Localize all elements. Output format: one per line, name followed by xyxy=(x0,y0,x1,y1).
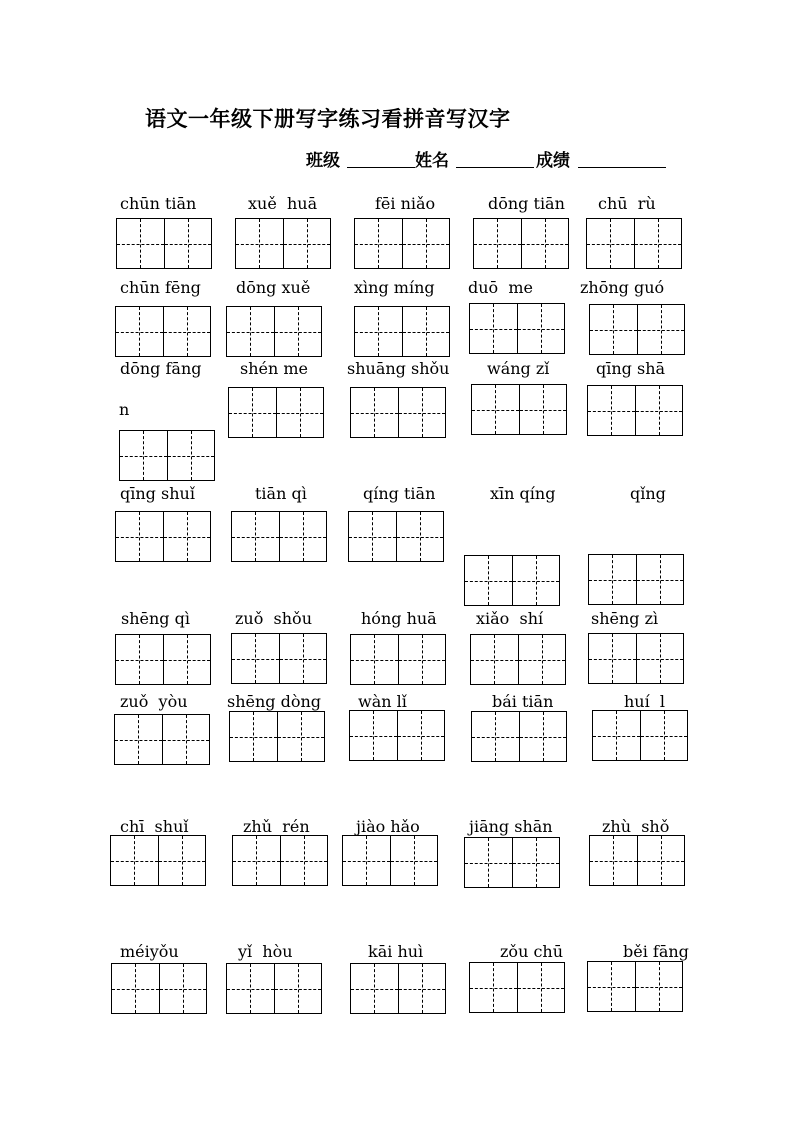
vertical-guide-line xyxy=(138,715,139,764)
tianzige-writing-grid xyxy=(464,837,560,888)
vertical-guide-line xyxy=(298,307,299,356)
pinyin-prompt: chī shuǐ xyxy=(120,817,189,836)
writing-cell[interactable] xyxy=(276,388,324,437)
vertical-guide-line xyxy=(488,556,489,605)
tianzige-writing-grid xyxy=(229,711,325,762)
pinyin-prompt: qíng tiān xyxy=(363,484,436,503)
vertical-guide-line xyxy=(134,836,135,885)
writing-cell[interactable] xyxy=(283,219,331,268)
writing-cell[interactable] xyxy=(518,635,566,684)
score-blank[interactable] xyxy=(578,167,666,168)
vertical-guide-line xyxy=(298,964,299,1013)
tianzige-writing-grid xyxy=(226,963,322,1014)
writing-cell[interactable] xyxy=(230,712,277,761)
vertical-guide-line xyxy=(541,304,542,353)
vertical-guide-line xyxy=(493,304,494,353)
pinyin-prompt: chū rù xyxy=(598,194,656,213)
writing-cell[interactable] xyxy=(589,555,636,604)
vertical-guide-line xyxy=(143,431,144,480)
vertical-guide-line xyxy=(187,635,188,684)
writing-cell[interactable] xyxy=(472,712,519,761)
writing-cell[interactable] xyxy=(164,219,212,268)
tianzige-writing-grid xyxy=(589,304,685,355)
vertical-guide-line xyxy=(495,385,496,434)
vertical-guide-line xyxy=(542,635,543,684)
pinyin-prompt: kāi huì xyxy=(368,942,424,961)
writing-cell[interactable] xyxy=(636,634,684,683)
pinyin-prompt: fēi niǎo xyxy=(375,194,436,213)
vertical-guide-line xyxy=(422,388,423,437)
vertical-guide-line xyxy=(301,712,302,761)
writing-cell[interactable] xyxy=(227,964,274,1013)
writing-cell[interactable] xyxy=(470,304,517,353)
tianzige-writing-grid xyxy=(464,555,560,606)
tianzige-writing-grid xyxy=(354,306,450,357)
vertical-guide-line xyxy=(253,712,254,761)
writing-cell[interactable] xyxy=(163,307,211,356)
writing-cell[interactable] xyxy=(635,386,683,435)
writing-cell[interactable] xyxy=(274,964,322,1013)
tianzige-writing-grid xyxy=(469,962,565,1013)
vertical-guide-line xyxy=(488,838,489,887)
writing-cell[interactable] xyxy=(277,712,325,761)
tianzige-writing-grid xyxy=(114,714,210,765)
writing-cell[interactable] xyxy=(167,431,215,480)
tianzige-writing-grid xyxy=(119,430,215,481)
tianzige-writing-grid xyxy=(349,710,445,761)
pinyin-prompt: yǐ hòu xyxy=(238,942,293,961)
name-blank[interactable] xyxy=(456,167,534,168)
pinyin-prompt: xìng míng xyxy=(354,278,435,297)
writing-cell[interactable] xyxy=(402,307,450,356)
writing-cell[interactable] xyxy=(117,219,164,268)
writing-cell[interactable] xyxy=(116,635,163,684)
tianzige-writing-grid xyxy=(469,303,565,354)
writing-cell[interactable] xyxy=(470,963,517,1012)
pinyin-prompt: qǐng xyxy=(630,484,666,503)
writing-cell[interactable] xyxy=(637,836,685,885)
writing-cell[interactable] xyxy=(163,512,211,561)
name-label: 姓名 xyxy=(415,151,449,171)
vertical-guide-line xyxy=(422,635,423,684)
writing-cell[interactable] xyxy=(587,219,634,268)
writing-cell[interactable] xyxy=(236,219,283,268)
vertical-guide-line xyxy=(374,388,375,437)
writing-cell[interactable] xyxy=(517,963,565,1012)
pinyin-prompt: xīn qíng xyxy=(490,484,556,503)
vertical-guide-line xyxy=(422,964,423,1013)
pinyin-prompt: shēng dòng xyxy=(227,692,322,711)
tianzige-writing-grid xyxy=(350,387,446,438)
pinyin-prompt: zuǒ shǒu xyxy=(235,609,312,628)
pinyin-prompt: shuāng shǒu xyxy=(347,359,450,378)
writing-cell[interactable] xyxy=(512,556,560,605)
tianzige-writing-grid xyxy=(587,961,683,1012)
tianzige-writing-grid xyxy=(592,710,688,761)
writing-cell[interactable] xyxy=(635,962,683,1011)
writing-cell[interactable] xyxy=(343,836,390,885)
tianzige-writing-grid xyxy=(348,511,444,562)
writing-cell[interactable] xyxy=(351,388,398,437)
vertical-guide-line xyxy=(658,219,659,268)
tianzige-writing-grid xyxy=(586,218,682,269)
tianzige-writing-grid xyxy=(473,218,569,269)
vertical-guide-line xyxy=(616,711,617,760)
vertical-guide-line xyxy=(303,512,304,561)
writing-cell[interactable] xyxy=(589,634,636,683)
pinyin-prompt: shén me xyxy=(240,359,309,378)
pinyin-prompt: shēng qì xyxy=(121,609,190,628)
vertical-guide-line xyxy=(256,836,257,885)
tianzige-writing-grid xyxy=(354,218,450,269)
vertical-guide-line xyxy=(494,635,495,684)
vertical-guide-line xyxy=(140,219,141,268)
pinyin-prompt: zhǔ rén xyxy=(243,817,310,836)
writing-cell[interactable] xyxy=(396,512,444,561)
pinyin-prompt: chūn fēng xyxy=(120,278,201,297)
pinyin-prompt: qīng shuǐ xyxy=(120,484,195,503)
score-label: 成绩 xyxy=(536,151,570,171)
pinyin-prompt: běi fāng xyxy=(623,942,689,961)
tianzige-writing-grid xyxy=(115,306,211,357)
tianzige-writing-grid xyxy=(587,385,683,436)
vertical-guide-line xyxy=(611,386,612,435)
writing-cell[interactable] xyxy=(588,962,635,1011)
writing-cell[interactable] xyxy=(159,964,207,1013)
writing-cell[interactable] xyxy=(637,305,685,354)
writing-cell[interactable] xyxy=(402,219,450,268)
writing-cell[interactable] xyxy=(227,307,274,356)
vertical-guide-line xyxy=(139,307,140,356)
writing-cell[interactable] xyxy=(590,305,637,354)
vertical-guide-line xyxy=(252,388,253,437)
vertical-guide-line xyxy=(187,307,188,356)
tianzige-writing-grid xyxy=(228,387,324,438)
tianzige-writing-grid xyxy=(471,384,567,435)
vertical-guide-line xyxy=(661,305,662,354)
vertical-guide-line xyxy=(188,219,189,268)
writing-cell[interactable] xyxy=(351,964,398,1013)
vertical-guide-line xyxy=(187,512,188,561)
vertical-guide-line xyxy=(250,964,251,1013)
writing-cell[interactable] xyxy=(351,635,398,684)
tianzige-writing-grid xyxy=(111,963,207,1014)
writing-cell[interactable] xyxy=(279,634,327,683)
writing-cell[interactable] xyxy=(397,711,445,760)
writing-cell[interactable] xyxy=(115,715,162,764)
vertical-guide-line xyxy=(426,219,427,268)
tianzige-writing-grid xyxy=(589,835,685,886)
writing-cell[interactable] xyxy=(517,304,565,353)
writing-cell[interactable] xyxy=(116,307,163,356)
pinyin-prompt: xuě huā xyxy=(248,194,318,213)
writing-cell[interactable] xyxy=(474,219,521,268)
writing-cell[interactable] xyxy=(519,712,567,761)
writing-cell[interactable] xyxy=(279,512,327,561)
tianzige-writing-grid xyxy=(116,218,212,269)
writing-cell[interactable] xyxy=(465,838,512,887)
pinyin-prompt: shēng zì xyxy=(591,609,659,628)
tianzige-writing-grid xyxy=(115,511,211,562)
tianzige-writing-grid xyxy=(588,554,684,605)
vertical-guide-line xyxy=(373,711,374,760)
writing-cell[interactable] xyxy=(355,307,402,356)
vertical-guide-line xyxy=(255,512,256,561)
vertical-guide-line xyxy=(378,307,379,356)
writing-cell[interactable] xyxy=(398,388,446,437)
tianzige-writing-grid xyxy=(350,634,446,685)
vertical-guide-line xyxy=(495,712,496,761)
vertical-guide-line xyxy=(135,964,136,1013)
writing-cell[interactable] xyxy=(229,388,276,437)
vertical-guide-line xyxy=(661,836,662,885)
vertical-guide-line xyxy=(250,307,251,356)
vertical-guide-line xyxy=(613,305,614,354)
pinyin-prompt: qīng shā xyxy=(596,359,666,378)
writing-cell[interactable] xyxy=(120,431,167,480)
writing-cell[interactable] xyxy=(116,512,163,561)
vertical-guide-line xyxy=(378,219,379,268)
pinyin-prompt: dōng xuě xyxy=(236,278,311,297)
pinyin-prompt: chūn tiān xyxy=(120,194,197,213)
pinyin-prompt: hóng huā xyxy=(361,609,437,628)
writing-cell[interactable] xyxy=(274,307,322,356)
vertical-guide-line xyxy=(421,711,422,760)
tianzige-writing-grid xyxy=(342,835,438,886)
vertical-guide-line xyxy=(255,634,256,683)
tianzige-writing-grid xyxy=(115,634,211,685)
vertical-guide-line xyxy=(191,431,192,480)
tianzige-writing-grid xyxy=(110,835,206,886)
writing-cell[interactable] xyxy=(398,964,446,1013)
writing-cell[interactable] xyxy=(636,555,684,604)
vertical-guide-line xyxy=(374,964,375,1013)
writing-cell[interactable] xyxy=(519,385,567,434)
vertical-guide-line xyxy=(545,219,546,268)
writing-cell[interactable] xyxy=(112,964,159,1013)
vertical-guide-line xyxy=(493,963,494,1012)
writing-cell[interactable] xyxy=(163,635,211,684)
vertical-guide-line xyxy=(183,964,184,1013)
vertical-guide-line xyxy=(259,219,260,268)
writing-cell[interactable] xyxy=(232,634,279,683)
tianzige-writing-grid xyxy=(235,218,331,269)
writing-cell[interactable] xyxy=(280,836,328,885)
pinyin-prompt: zǒu chū xyxy=(500,942,564,961)
vertical-guide-line xyxy=(613,836,614,885)
pinyin-prompt: huí l xyxy=(624,692,666,711)
writing-cell[interactable] xyxy=(158,836,206,885)
pinyin-prompt: zuǒ yòu xyxy=(120,692,188,711)
vertical-guide-line xyxy=(543,712,544,761)
vertical-guide-line xyxy=(611,962,612,1011)
tianzige-writing-grid xyxy=(232,835,328,886)
writing-cell[interactable] xyxy=(593,711,640,760)
vertical-guide-line xyxy=(612,555,613,604)
writing-cell[interactable] xyxy=(232,512,279,561)
vertical-guide-line xyxy=(536,838,537,887)
writing-cell[interactable] xyxy=(472,385,519,434)
worksheet-title: 语文一年级下册写字练习看拼音写汉字 xyxy=(145,106,511,131)
vertical-guide-line xyxy=(307,219,308,268)
pinyin-prompt: wàn lǐ xyxy=(358,692,407,711)
pinyin-prompt: wáng zǐ xyxy=(487,359,550,378)
writing-cell[interactable] xyxy=(111,836,158,885)
pinyin-prompt: jiào hǎo xyxy=(356,817,420,836)
vertical-guide-line xyxy=(497,219,498,268)
vertical-guide-line xyxy=(660,555,661,604)
tianzige-writing-grid xyxy=(470,634,566,685)
writing-cell[interactable] xyxy=(640,711,688,760)
writing-cell[interactable] xyxy=(465,556,512,605)
writing-cell[interactable] xyxy=(512,838,560,887)
writing-cell[interactable] xyxy=(233,836,280,885)
pinyin-wrap-fragment: n xyxy=(119,400,130,419)
vertical-guide-line xyxy=(366,836,367,885)
vertical-guide-line xyxy=(372,512,373,561)
pinyin-prompt: dōng fāng xyxy=(120,359,202,378)
writing-cell[interactable] xyxy=(471,635,518,684)
writing-cell[interactable] xyxy=(588,386,635,435)
vertical-guide-line xyxy=(536,556,537,605)
vertical-guide-line xyxy=(139,635,140,684)
vertical-guide-line xyxy=(414,836,415,885)
vertical-guide-line xyxy=(660,634,661,683)
pinyin-prompt: zhōng guó xyxy=(580,278,665,297)
tianzige-writing-grid xyxy=(588,633,684,684)
class-blank[interactable] xyxy=(347,167,415,168)
class-label: 班级 xyxy=(306,151,340,171)
vertical-guide-line xyxy=(659,962,660,1011)
writing-cell[interactable] xyxy=(390,836,438,885)
vertical-guide-line xyxy=(659,386,660,435)
vertical-guide-line xyxy=(543,385,544,434)
pinyin-prompt: méiyǒu xyxy=(120,942,179,961)
vertical-guide-line xyxy=(612,634,613,683)
vertical-guide-line xyxy=(182,836,183,885)
vertical-guide-line xyxy=(420,512,421,561)
vertical-guide-line xyxy=(610,219,611,268)
vertical-guide-line xyxy=(139,512,140,561)
tianzige-writing-grid xyxy=(231,511,327,562)
tianzige-writing-grid xyxy=(471,711,567,762)
tianzige-writing-grid xyxy=(226,306,322,357)
pinyin-prompt: xiǎo shí xyxy=(476,609,544,628)
writing-cell[interactable] xyxy=(521,219,569,268)
pinyin-prompt: jiāng shān xyxy=(469,817,553,836)
tianzige-writing-grid xyxy=(350,963,446,1014)
vertical-guide-line xyxy=(300,388,301,437)
pinyin-prompt: zhù shǒ xyxy=(602,817,670,836)
vertical-guide-line xyxy=(541,963,542,1012)
writing-cell[interactable] xyxy=(349,512,396,561)
writing-cell[interactable] xyxy=(590,836,637,885)
writing-cell[interactable] xyxy=(355,219,402,268)
pinyin-prompt: duō me xyxy=(468,278,533,297)
vertical-guide-line xyxy=(374,635,375,684)
student-info-line xyxy=(0,146,794,174)
vertical-guide-line xyxy=(426,307,427,356)
vertical-guide-line xyxy=(304,836,305,885)
writing-cell[interactable] xyxy=(398,635,446,684)
pinyin-prompt: bái tiān xyxy=(492,692,554,711)
vertical-guide-line xyxy=(303,634,304,683)
writing-cell[interactable] xyxy=(350,711,397,760)
vertical-guide-line xyxy=(664,711,665,760)
tianzige-writing-grid xyxy=(231,633,327,684)
pinyin-prompt: tiān qì xyxy=(255,484,307,503)
writing-cell[interactable] xyxy=(634,219,682,268)
writing-cell[interactable] xyxy=(162,715,210,764)
pinyin-prompt: dōng tiān xyxy=(488,194,565,213)
vertical-guide-line xyxy=(186,715,187,764)
